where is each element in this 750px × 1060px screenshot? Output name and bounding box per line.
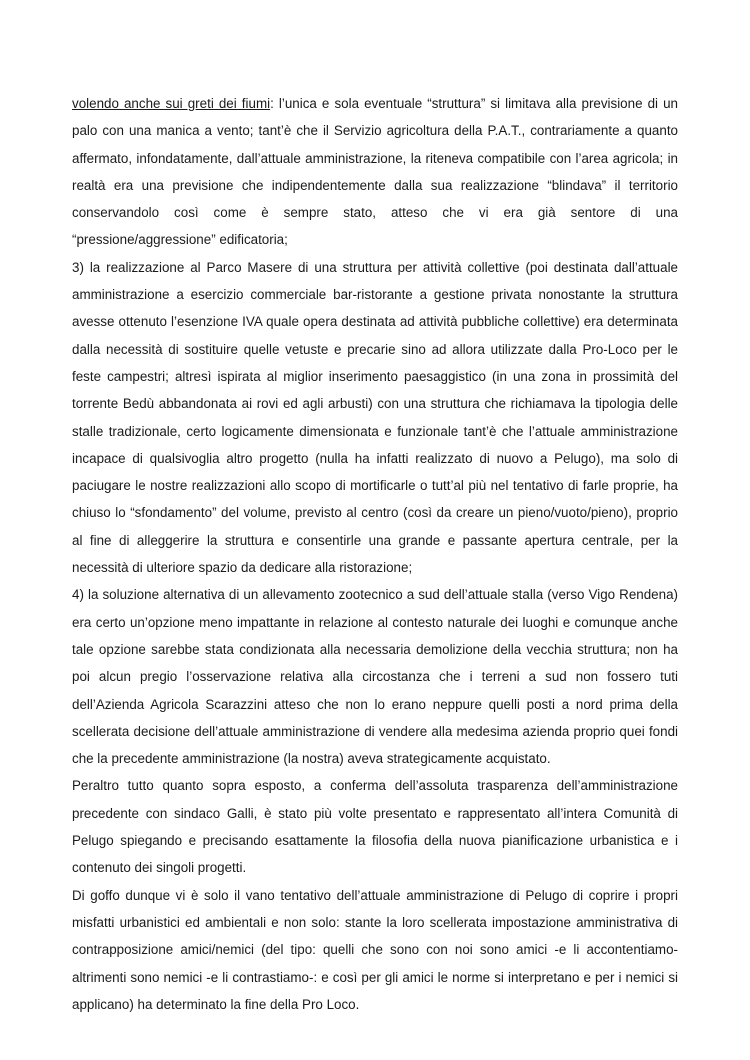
underlined-phrase: volendo anche sui greti dei fiumi (72, 96, 271, 111)
paragraph-5: Di goffo dunque vi è solo il vano tentativo dell’attuale amministrazione di Pelugo di coprire i propri misfatti urbanistici ed ambientali e non solo: stante la loro scellerata impostazione amministrativa di contrapposizione amici/nemici (del tipo: quelli che sono con noi sono amici -e li accontentiamo- altrimenti sono nemici -e li contrastiamo-: e così per gli amici le norme si interpretano e per i nemici si applicano) ha determinato la fine della Pro Loco. (72, 887, 678, 1012)
document-page (72, 90, 678, 1018)
paragraph-3: 4) la soluzione alternativa di un allevamento zootecnico a sud dell’attuale stalla (verso Vigo Rendena) era certo un’opzione meno impattante in relazione al contesto naturale dei luoghi e comunque anche tale opzione sarebbe stata condizionata alla necessaria demolizione della vecchia struttura; non ha poi alcun pregio l’osservazione relativa alla circostanza che i terreni a sud non fossero tuti dell’Azienda Agricola Scarazzini atteso che non lo erano neppure quelli posti a nord prima della scellerata decisione dell’attuale amministrazione di vendere alla medesima azienda proprio quei fondi che la precedente amministrazione (la nostra) aveva strategicamente acquistato. (72, 587, 678, 767)
paragraph-4: Peraltro tutto quanto sopra esposto, a conferma dell’assoluta trasparenza dell’amministrazione precedente con sindaco Galli, è stato più volte presentato e rappresentato all’intera Comunità di Pelugo spiegando e precisando esattamente la filosofia della nuova pianificazione urbanistica e i contenuto dei singoli progetti. (72, 778, 678, 876)
paragraph-2: 3) la realizzazione al Parco Masere di una struttura per attività collettive (poi destinata dall’attuale amministrazione a esercizio commerciale bar-ristorante a gestione privata nonostante la struttura avesse ottenuto l’esenzione IVA quale opera destinata ad attività pubbliche collettive) era determinata dalla necessità di sostituire quelle vetuste e precarie sino ad allora utilizzate dalla Pro-Loco per le feste campestri; altresì ispirata al miglior inserimento paesaggistico (in una zona in prossimità del torrente Bedù abbandonata ai rovi ed agli arbusti) con una struttura che richiamava la tipologia delle stalle tradizionale, certo logicamente dimensionata e funzionale tant’è che l’attuale amministrazione incapace di qualsivoglia altro progetto (nulla ha infatti realizzato di nuovo a Pelugo), ma solo di paciugare le nostre realizzazioni allo scopo di mortificarle o tutt’al più nel tentativo di farle proprie, ha chiuso lo “sfondamento” del volume, previsto al centro (così da creare un pieno/vuoto/pieno), proprio al fine di alleggerire la struttura e consentirle una grande e passante apertura centrale, per la necessità di ulteriore spazio da dedicare alla ristorazione; (72, 259, 678, 576)
paragraph-1-text: : l’unica e sola eventuale “struttura” si limitava alla previsione di un palo con una manica a vento; tant’è che il Servizio agricoltura della P.A.T., contrariamente a quanto affermato, infondatamente, dall’attuale amministrazione, la riteneva compatibile con l’area agricola; in realtà era una previsione che indipendentemente dalla sua realizzazione “blindava” il territorio conservandolo così come è sempre stato, atteso che vi era già sentore di una “pressione/aggressione” edificatoria; (72, 96, 678, 248)
paragraph-1 (72, 90, 678, 254)
